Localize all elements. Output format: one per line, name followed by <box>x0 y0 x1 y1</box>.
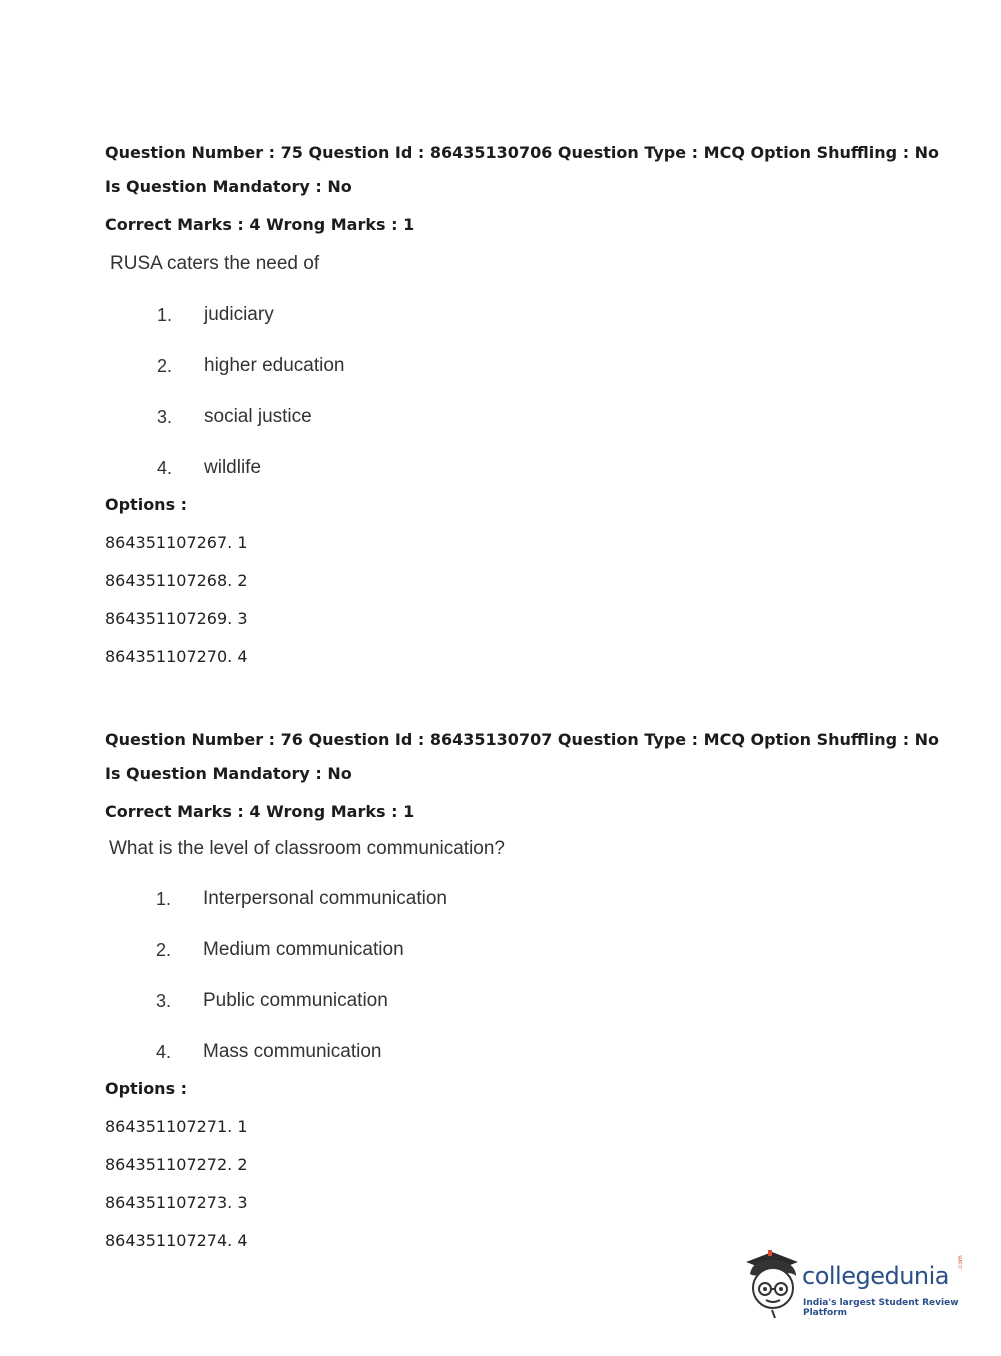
q2-stem: What is the level of classroom communication? <box>109 838 505 859</box>
q1-choice-1-text: judiciary <box>204 304 274 325</box>
q2-choice-3-number: 3. <box>156 991 172 1011</box>
q2-choice-2-number: 2. <box>156 940 172 960</box>
q1-marks: Correct Marks : 4 Wrong Marks : 1 <box>105 215 415 234</box>
q2-choice-1-number: 1. <box>156 889 172 909</box>
q2-option-3: 864351107273. 3 <box>105 1193 248 1212</box>
q2-choice-2-text: Medium communication <box>203 939 404 960</box>
logo-wordmark: collegedunia <box>802 1262 950 1290</box>
q1-option-2: 864351107268. 2 <box>105 571 248 590</box>
q2-option-1: 864351107271. 1 <box>105 1117 248 1136</box>
q1-choice-1-number: 1. <box>157 305 173 325</box>
q1-choice-4-text: wildlife <box>204 457 262 478</box>
q2-choice-4-number: 4. <box>156 1042 172 1062</box>
q1-header-line2: Is Question Mandatory : No <box>105 177 352 196</box>
q1-option-4: 864351107270. 4 <box>105 647 248 666</box>
collegedunia-logo[interactable] <box>742 1248 972 1320</box>
q1-options-label: Options : <box>105 495 188 514</box>
logo-tagline: India's largest Student Review Platform <box>803 1298 959 1318</box>
q1-option-1: 864351107267. 1 <box>105 533 248 552</box>
q2-choice-3-text: Public communication <box>203 990 388 1011</box>
q2-choice-1-text: Interpersonal communication <box>203 888 447 909</box>
q1-choice-2-number: 2. <box>157 356 173 376</box>
q1-choice-3-text: social justice <box>204 406 312 427</box>
q1-choice-4-number: 4. <box>157 458 173 478</box>
q2-option-4: 864351107274. 4 <box>105 1231 248 1250</box>
logo-domain-suffix: .com <box>957 1255 964 1270</box>
q2-marks: Correct Marks : 4 Wrong Marks : 1 <box>105 802 415 821</box>
student-mascot-icon <box>742 1248 804 1320</box>
q2-options-label: Options : <box>105 1079 188 1098</box>
q2-header-line1: Question Number : 76 Question Id : 86435130707 Question Type : MCQ Option Shuffling : No <box>105 730 940 749</box>
q2-choice-4-text: Mass communication <box>203 1041 382 1062</box>
q1-choice-2-text: higher education <box>204 355 345 376</box>
q1-header-line1: Question Number : 75 Question Id : 86435130706 Question Type : MCQ Option Shuffling : No <box>105 143 940 162</box>
q2-header-line2: Is Question Mandatory : No <box>105 764 352 783</box>
q1-option-3: 864351107269. 3 <box>105 609 248 628</box>
q1-stem: RUSA caters the need of <box>110 253 320 274</box>
q2-option-2: 864351107272. 2 <box>105 1155 248 1174</box>
q1-choice-3-number: 3. <box>157 407 173 427</box>
